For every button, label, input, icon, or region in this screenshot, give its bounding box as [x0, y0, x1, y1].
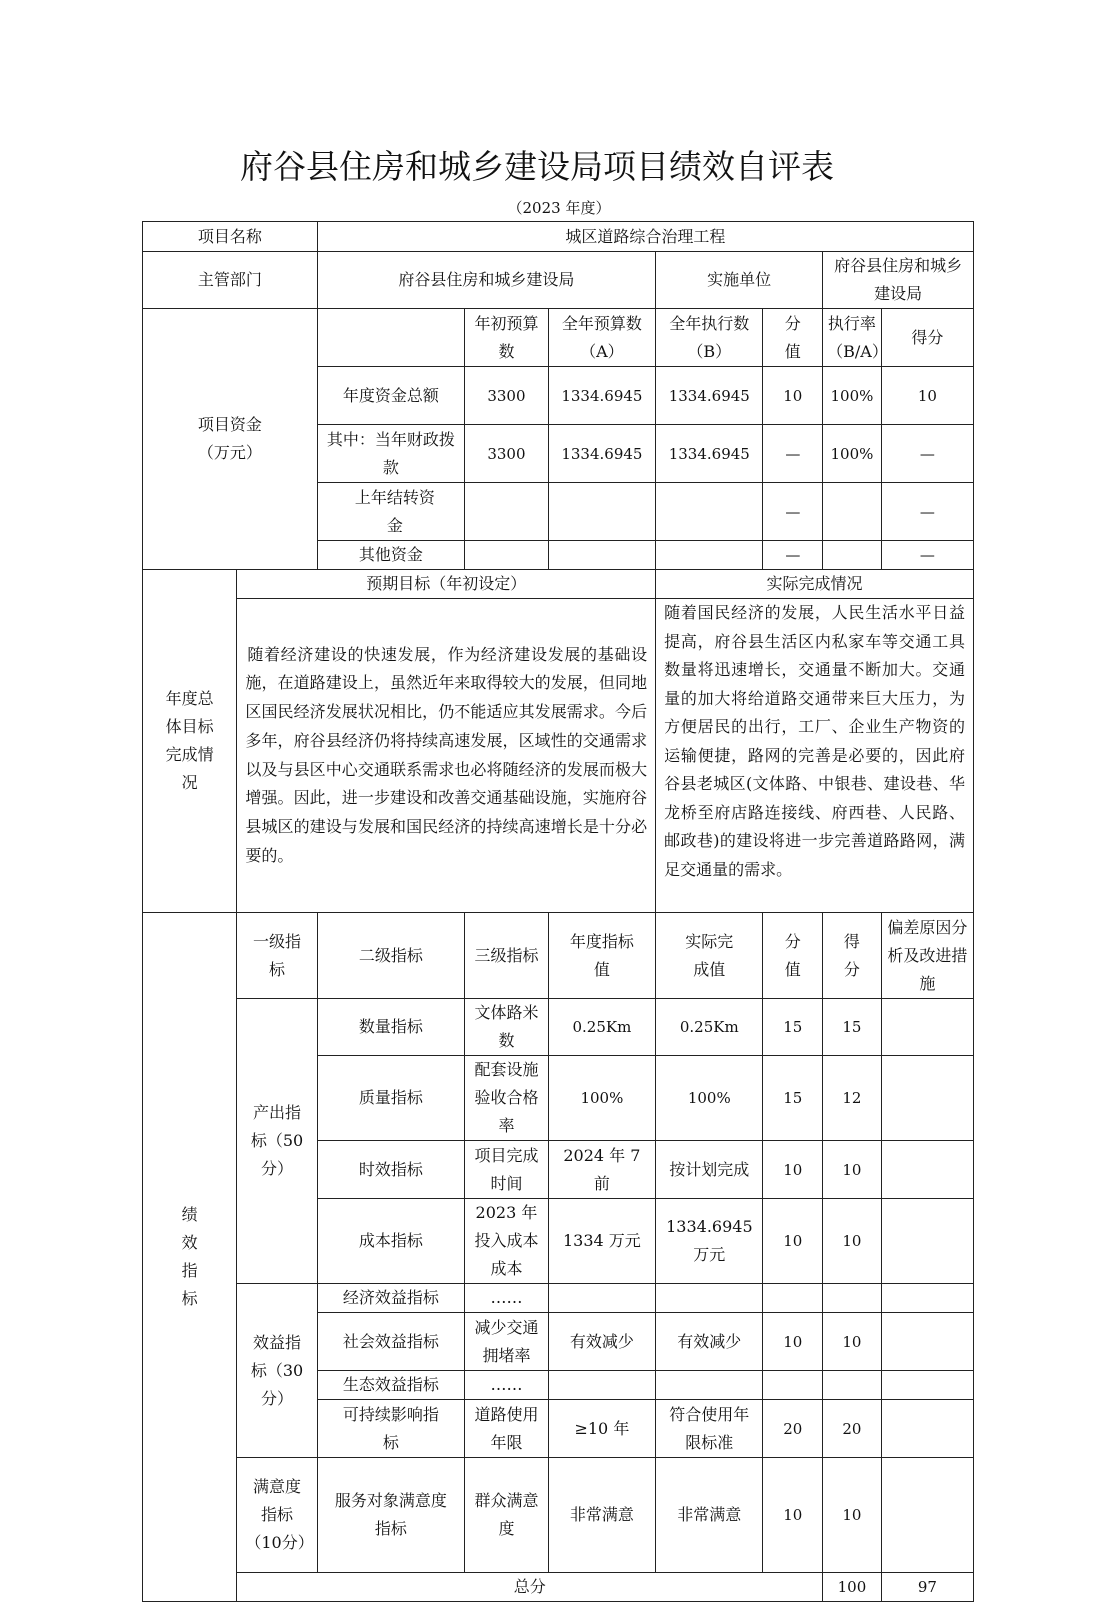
- indicator-note: [881, 1458, 973, 1573]
- indicator-note: [881, 1313, 973, 1371]
- expected-goal-paragraph: 随着经济建设的快速发展，作为经济建设发展的基础设施，在道路建设上，虽然近年来取得较大的发展，但同地区国民经济发展状况相比，仍不能适应其发展需求。今后多年，府谷县经济仍将持续高速发展，区域性的交通需求以及与县区中心交通联系需求也必将随经济的发展而极大增强。因此，进一步建设和改善交通基础设施，实施府谷县城区的建设与发展和国民经济的持续高速增长是十分必要的。: [245, 644, 648, 865]
- funds-row-executed: 1334.6945: [656, 425, 763, 483]
- indicator-score: 12: [823, 1056, 882, 1141]
- indicator-target: 1334 万元: [548, 1199, 655, 1284]
- impl-name: 府谷县住房和城乡建设局: [823, 252, 974, 309]
- indicator-target: 有效减少: [548, 1313, 655, 1371]
- expected-goal-text: [237, 599, 656, 913]
- goals-label: [143, 570, 237, 913]
- group-benefit: 效益指标（30分）: [237, 1284, 317, 1458]
- indicator-level2: 服务对象满意度指标: [317, 1458, 465, 1573]
- funds-row-score: —: [881, 541, 973, 570]
- indicator-actual: [656, 1371, 763, 1400]
- impl-label: 实施单位: [656, 252, 823, 309]
- project-name-label: 项目名称: [143, 222, 318, 252]
- header-weight: 分值: [763, 913, 823, 999]
- funds-row-executed: 1334.6945: [656, 367, 763, 425]
- funds-row-rate: [823, 483, 882, 541]
- funds-row-weight: 10: [763, 367, 823, 425]
- actual-result-label: 实际完成情况: [656, 570, 974, 599]
- indicator-level3: 2023 年投入成本成本: [465, 1199, 549, 1284]
- indicator-level2: 可持续影响指标: [317, 1400, 465, 1458]
- funds-label: [143, 309, 318, 570]
- indicator-level2: 数量指标: [317, 999, 465, 1056]
- indicator-score: 10: [823, 1141, 882, 1199]
- funds-header-blank: [317, 309, 465, 367]
- funds-row-score: 10: [881, 367, 973, 425]
- funds-header-rate: 执行率（B/A）: [823, 309, 882, 367]
- dept-name: 府谷县住房和城乡建设局: [317, 252, 655, 309]
- indicator-level3: ……: [465, 1284, 549, 1313]
- funds-row-initial: 3300: [465, 367, 549, 425]
- indicator-weight: 15: [763, 1056, 823, 1141]
- indicator-note: [881, 1141, 973, 1199]
- indicator-weight: 15: [763, 999, 823, 1056]
- funds-row-budget: [548, 483, 655, 541]
- indicator-weight: 10: [763, 1458, 823, 1573]
- header-actual: 实际完成值: [656, 913, 763, 999]
- indicator-target: [548, 1284, 655, 1313]
- indicator-note: [881, 1056, 973, 1141]
- funds-row-score: —: [881, 425, 973, 483]
- funds-row-budget: 1334.6945: [548, 425, 655, 483]
- indicator-actual: 1334.6945 万元: [656, 1199, 763, 1284]
- indicator-score: 15: [823, 999, 882, 1056]
- indicator-note: [881, 999, 973, 1056]
- total-weight: 100: [823, 1573, 882, 1602]
- actual-result-text: [656, 599, 974, 913]
- indicator-target: ≥10 年: [548, 1400, 655, 1458]
- indicator-weight: 20: [763, 1400, 823, 1458]
- indicator-level3: 减少交通拥堵率: [465, 1313, 549, 1371]
- report-year: （2023 年度）: [507, 199, 611, 217]
- funds-row-executed: [656, 483, 763, 541]
- indicator-actual: 非常满意: [656, 1458, 763, 1573]
- indicator-level2: 质量指标: [317, 1056, 465, 1141]
- header-level2: 二级指标: [317, 913, 465, 999]
- indicator-note: [881, 1371, 973, 1400]
- header-level3: 三级指标: [465, 913, 549, 999]
- indicator-level2: 时效指标: [317, 1141, 465, 1199]
- indicator-target: 100%: [548, 1056, 655, 1141]
- funds-row-weight: —: [763, 483, 823, 541]
- indicator-score: 10: [823, 1458, 882, 1573]
- indicator-level3: 项目完成时间: [465, 1141, 549, 1199]
- funds-row-rate: [823, 541, 882, 570]
- page-title: 府谷县住房和城乡建设局项目绩效自评表: [240, 147, 834, 186]
- indicator-actual: [656, 1284, 763, 1313]
- funds-row-initial: [465, 483, 549, 541]
- funds-row-budget: 1334.6945: [548, 367, 655, 425]
- indicator-note: [881, 1400, 973, 1458]
- indicator-score: 10: [823, 1199, 882, 1284]
- group-satisfaction: 满意度指标（10分）: [237, 1458, 317, 1573]
- indicator-weight: 10: [763, 1141, 823, 1199]
- indicator-level3: 文体路米数: [465, 999, 549, 1056]
- indicator-target: 0.25Km: [548, 999, 655, 1056]
- funds-row-weight: —: [763, 541, 823, 570]
- indicator-actual: 符合使用年限标准: [656, 1400, 763, 1458]
- indicator-actual: 有效减少: [656, 1313, 763, 1371]
- indicator-actual: 按计划完成: [656, 1141, 763, 1199]
- funds-row-executed: [656, 541, 763, 570]
- indicator-level3: 群众满意度: [465, 1458, 549, 1573]
- indicator-target: 非常满意: [548, 1458, 655, 1573]
- indicator-note: [881, 1199, 973, 1284]
- header-score: 得分: [823, 913, 882, 999]
- expected-goal-label: 预期目标（年初设定）: [237, 570, 656, 599]
- funds-header-initial: 年初预算数: [465, 309, 549, 367]
- dept-label: 主管部门: [143, 252, 318, 309]
- funds-header-score: 得分: [881, 309, 973, 367]
- funds-row-name: 年度资金总额: [317, 367, 465, 425]
- funds-row-initial: [465, 541, 549, 570]
- funds-row-budget: [548, 541, 655, 570]
- funds-row-rate: 100%: [823, 367, 882, 425]
- indicator-level2: 生态效益指标: [317, 1371, 465, 1400]
- indicator-actual: 100%: [656, 1056, 763, 1141]
- indicator-level3: 配套设施验收合格率: [465, 1056, 549, 1141]
- indicator-weight: 10: [763, 1313, 823, 1371]
- indicator-level3: 道路使用年限: [465, 1400, 549, 1458]
- indicator-score: [823, 1284, 882, 1313]
- funds-header-weight: 分值: [763, 309, 823, 367]
- header-level1: 一级指标: [237, 913, 317, 999]
- indicator-score: 10: [823, 1313, 882, 1371]
- header-target: 年度指标值: [548, 913, 655, 999]
- indicator-score: 20: [823, 1400, 882, 1458]
- indicators-label-text: 绩效指标: [181, 1205, 198, 1308]
- funds-label-text: 项目资金（万元）: [197, 415, 262, 462]
- indicator-weight: 10: [763, 1199, 823, 1284]
- funds-row-initial: 3300: [465, 425, 549, 483]
- indicator-weight: [763, 1284, 823, 1313]
- indicator-score: [823, 1371, 882, 1400]
- indicator-weight: [763, 1371, 823, 1400]
- funds-row-name: 上年结转资金: [317, 483, 465, 541]
- funds-header-executed: 全年执行数（B）: [656, 309, 763, 367]
- indicator-level3: ……: [465, 1371, 549, 1400]
- funds-row-name: 其他资金: [317, 541, 465, 570]
- indicator-level2: 成本指标: [317, 1199, 465, 1284]
- indicator-level2: 社会效益指标: [317, 1313, 465, 1371]
- funds-row-name: 其中：当年财政拨款: [317, 425, 465, 483]
- header-note: 偏差原因分析及改进措施: [881, 913, 973, 999]
- performance-table: [142, 221, 974, 1602]
- total-label: 总分: [237, 1573, 823, 1602]
- indicator-level2: 经济效益指标: [317, 1284, 465, 1313]
- funds-row-score: —: [881, 483, 973, 541]
- indicator-target: [548, 1371, 655, 1400]
- total-score: 97: [881, 1573, 973, 1602]
- indicator-note: [881, 1284, 973, 1313]
- goals-label-text: 年度总体目标完成情况: [165, 689, 214, 792]
- funds-row-weight: —: [763, 425, 823, 483]
- project-name: 城区道路综合治理工程: [317, 222, 973, 252]
- group-output: 产出指标（50分）: [237, 999, 317, 1284]
- funds-header-budget: 全年预算数（A）: [548, 309, 655, 367]
- funds-row-rate: 100%: [823, 425, 882, 483]
- indicators-label: [143, 913, 237, 1602]
- indicator-target: 2024 年 7 前: [548, 1141, 655, 1199]
- indicator-actual: 0.25Km: [656, 999, 763, 1056]
- actual-result-paragraph: 随着国民经济的发展，人民生活水平日益提高，府谷县生活区内私家车等交通工具数量将迅速增长，交通量不断加大。交通量的加大将给道路交通带来巨大压力，为方便居民的出行，工厂、企业生产物资的运输便捷，路网的完善是必要的，因此府谷县老城区(文体路、中银巷、建设巷、华龙桥至府店路连接线、府西巷、人民路、邮政巷)的建设将进一步完善道路路网，满足交通量的需求。: [664, 603, 965, 879]
